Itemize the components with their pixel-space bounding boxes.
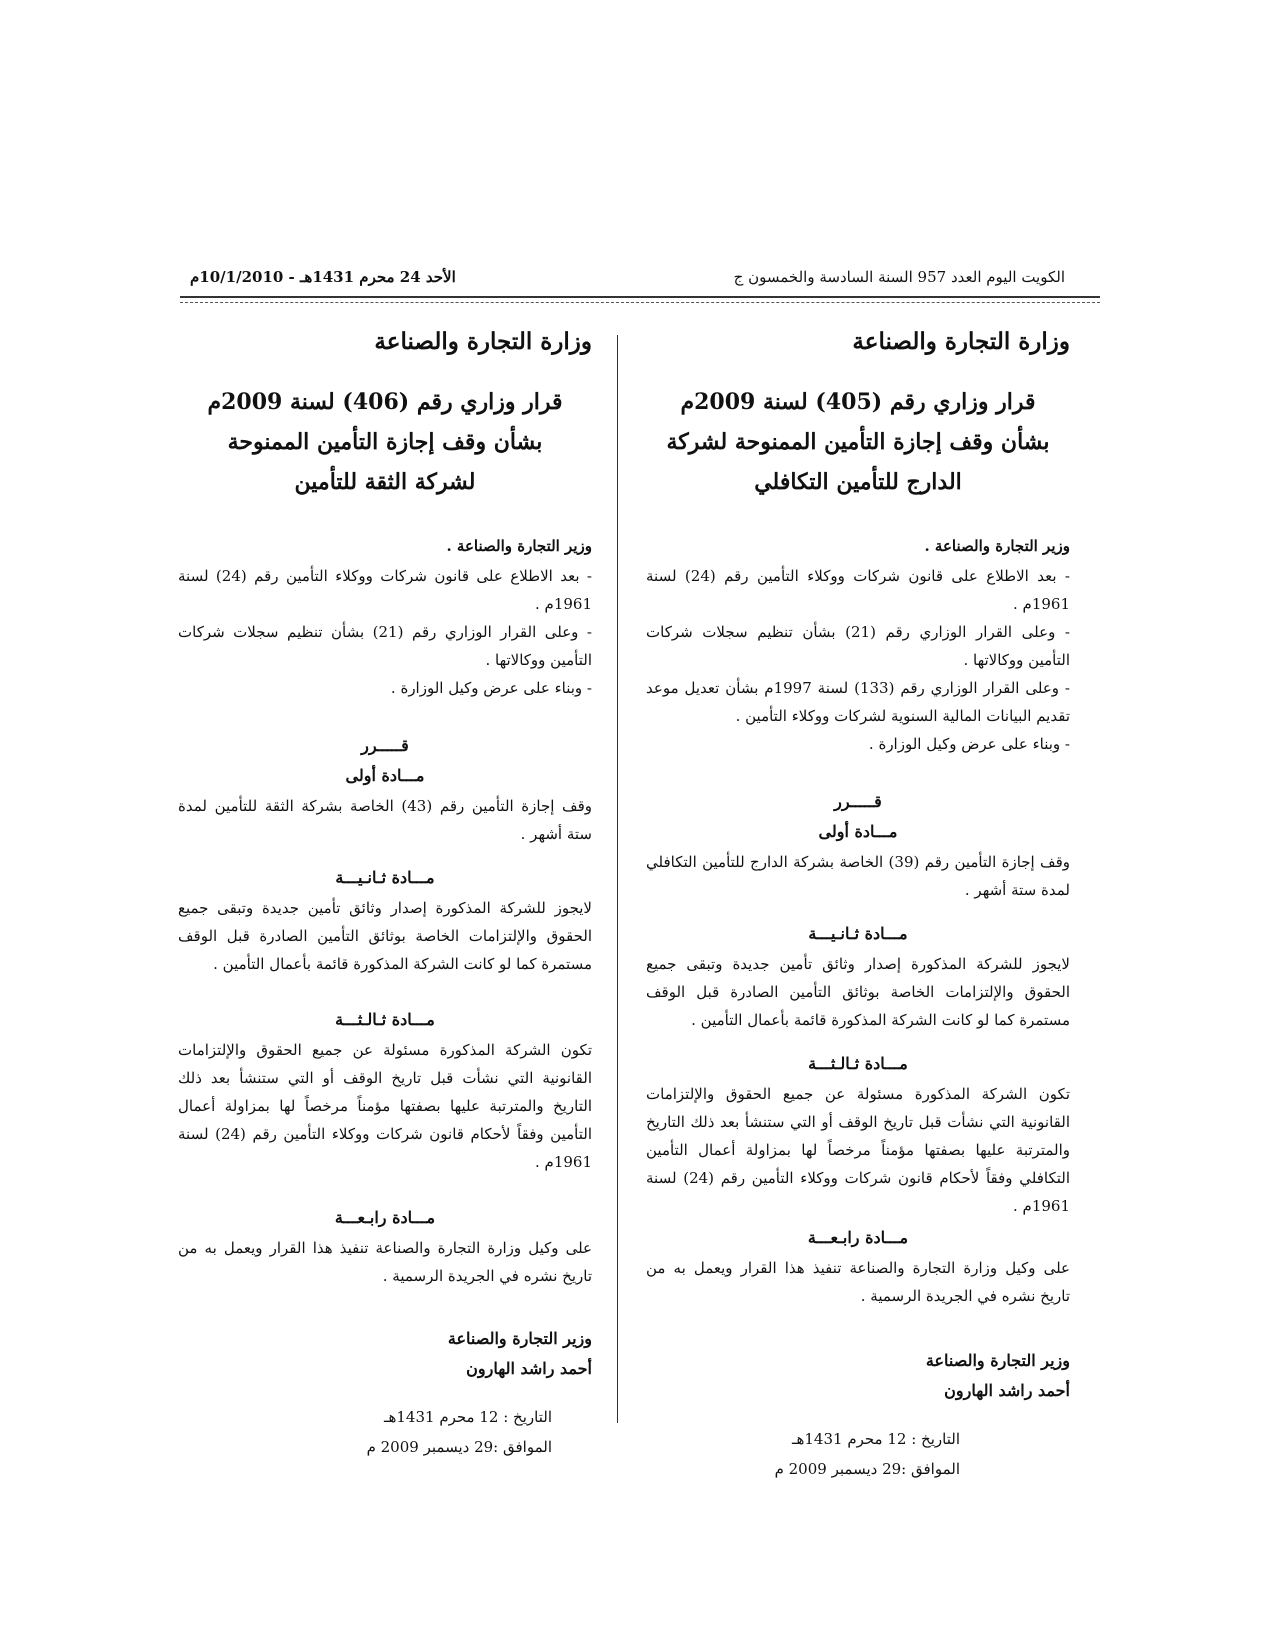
date-hijri: التاريخ : 12 محرم 1431هـ bbox=[792, 1430, 960, 1448]
decree-title-line: الدارج للتأمين التكافلي bbox=[754, 469, 962, 495]
article-2-heading: مـــادة ثـانـيـــة bbox=[808, 924, 908, 943]
date-gregorian: الموافق :29 ديسمبر 2009 م bbox=[366, 1438, 552, 1456]
header-issue-info: الكويت اليوم العدد 957 السنة السادسة والخمسون ج bbox=[733, 268, 1065, 286]
article-3-heading: مـــادة ثـالـثـــة bbox=[335, 1010, 435, 1029]
signature-name: أحمد راشد الهارون bbox=[944, 1381, 1070, 1400]
column-divider bbox=[617, 335, 618, 1423]
preamble-item: - وعلى القرار الوزاري رقم (133) لسنة 1997م بشأن تعديل موعد تقديم البيانات المالية السنوية لشركات ووكلاء التأمين . bbox=[646, 679, 1070, 725]
decree-405-column bbox=[646, 328, 1070, 1484]
article-3-text: تكون الشركة المذكورة مسئولة عن جميع الحقوق والإلتزامات القانونية التي نشأت قبل تاريخ الوقف أو التي ستنشأ بعد ذلك التاريخ والمترتبة عليها بصفتها مؤمناً مرخصاً لها بمزاولة أعمال التأمين التكافلي وفقاً لأحكام قانون شركات ووكلاء التأمين رقم (24) لسنة 1961م . bbox=[646, 1085, 1070, 1215]
article-1-text: وقف إجازة التأمين رقم (39) الخاصة بشركة الدارج للتأمين التكافلي لمدة ستة أشهر . bbox=[646, 853, 1070, 899]
ministry-heading: وزارة التجارة والصناعة bbox=[374, 328, 592, 355]
date-gregorian: الموافق :29 ديسمبر 2009 م bbox=[774, 1460, 960, 1478]
article-3-heading: مـــادة ثـالـثـــة bbox=[808, 1054, 908, 1073]
decided-heading: قـــــرر bbox=[361, 736, 409, 755]
signature-title: وزير التجارة والصناعة bbox=[447, 1329, 592, 1348]
decided-heading: قـــــرر bbox=[834, 792, 882, 811]
preamble-item: - بعد الاطلاع على قانون شركات ووكلاء التأمين رقم (24) لسنة 1961م . bbox=[646, 567, 1070, 613]
header-rule-dashed bbox=[180, 302, 1100, 303]
preamble-item: - وبناء على عرض وكيل الوزارة . bbox=[390, 679, 592, 697]
decree-406-column bbox=[178, 328, 592, 1462]
article-1-text: وقف إجازة التأمين رقم (43) الخاصة بشركة الثقة للتأمين لمدة ستة أشهر . bbox=[178, 797, 592, 843]
article-1-heading: مـــادة أولى bbox=[345, 766, 425, 785]
preamble-item: - وعلى القرار الوزاري رقم (21) بشأن تنظيم سجلات شركات التأمين ووكالاتها . bbox=[178, 623, 592, 669]
decree-title-line: بشأن وقف إجازة التأمين الممنوحة bbox=[227, 429, 543, 455]
signature-block bbox=[646, 1346, 1070, 1406]
header-rule bbox=[180, 296, 1100, 298]
decree-title bbox=[646, 382, 1070, 502]
article-4-text: على وكيل وزارة التجارة والصناعة تنفيذ هذا القرار ويعمل به من تاريخ نشره في الجريدة الرسمية . bbox=[178, 1239, 592, 1285]
decree-title bbox=[178, 382, 592, 502]
decree-dates bbox=[646, 1424, 1070, 1484]
preamble-item: - وعلى القرار الوزاري رقم (21) بشأن تنظيم سجلات شركات التأمين ووكالاتها . bbox=[646, 623, 1070, 669]
article-4-text: على وكيل وزارة التجارة والصناعة تنفيذ هذا القرار ويعمل به من تاريخ نشره في الجريدة الرسمية . bbox=[646, 1259, 1070, 1305]
signature-block bbox=[178, 1324, 592, 1384]
decree-title-line: قرار وزاري رقم (406) لسنة 2009م bbox=[207, 389, 563, 415]
ministry-heading: وزارة التجارة والصناعة bbox=[852, 328, 1070, 355]
decree-title-line: قرار وزاري رقم (405) لسنة 2009م bbox=[680, 389, 1036, 415]
header-date: الأحد 24 محرم 1431هـ - 10/1/2010م bbox=[190, 268, 456, 286]
preamble-item: - بعد الاطلاع على قانون شركات ووكلاء التأمين رقم (24) لسنة 1961م . bbox=[178, 567, 592, 613]
preamble-item: - وبناء على عرض وكيل الوزارة . bbox=[868, 735, 1070, 753]
signature-title: وزير التجارة والصناعة bbox=[925, 1351, 1070, 1370]
decree-title-line: بشأن وقف إجازة التأمين الممنوحة لشركة bbox=[666, 429, 1050, 455]
article-3-text: تكون الشركة المذكورة مسئولة عن جميع الحقوق والإلتزامات القانونية التي نشأت قبل تاريخ الوقف أو التي ستنشأ بعد ذلك التاريخ والمترتبة عليها بصفتها مؤمناً مرخصاً لها بمزاولة أعمال التأمين وفقاً لأحكام قانون شركات ووكلاء التأمين رقم (24) لسنة 1961م . bbox=[178, 1041, 593, 1171]
article-2-text: لايجوز للشركة المذكورة إصدار وثائق تأمين جديدة وتبقى جميع الحقوق والإلتزامات الخاصة بوثائق التأمين الصادرة قبل الوقف مستمرة كما لو كانت الشركة المذكورة قائمة بأعمال التأمين . bbox=[646, 955, 1070, 1029]
signature-name: أحمد راشد الهارون bbox=[466, 1359, 592, 1378]
minister-line: وزير التجارة والصناعة . bbox=[924, 537, 1070, 555]
decree-dates bbox=[178, 1402, 592, 1462]
article-2-text: لايجوز للشركة المذكورة إصدار وثائق تأمين جديدة وتبقى جميع الحقوق والإلتزامات الخاصة بوثائق التأمين الصادرة قبل الوقف مستمرة كما لو كانت الشركة المذكورة قائمة بأعمال التأمين . bbox=[178, 899, 592, 973]
article-4-heading: مـــادة رابـعـــة bbox=[807, 1228, 909, 1247]
date-hijri: التاريخ : 12 محرم 1431هـ bbox=[384, 1408, 552, 1426]
minister-line: وزير التجارة والصناعة . bbox=[446, 537, 592, 555]
article-4-heading: مـــادة رابـعـــة bbox=[334, 1208, 436, 1227]
article-1-heading: مـــادة أولى bbox=[818, 822, 898, 841]
decree-title-line: لشركة الثقة للتأمين bbox=[294, 469, 476, 495]
article-2-heading: مـــادة ثـانـيـــة bbox=[335, 868, 435, 887]
